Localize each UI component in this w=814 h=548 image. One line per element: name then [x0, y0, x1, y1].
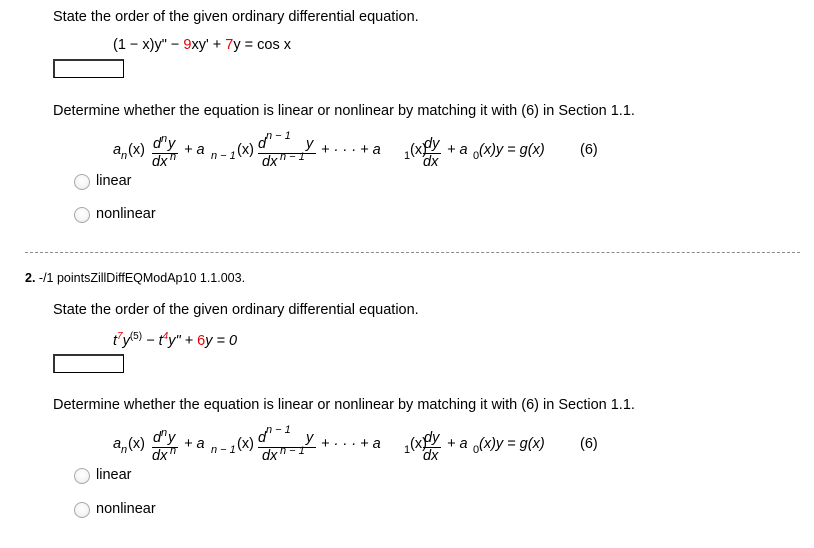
f2-a1-sub: 1	[404, 444, 411, 456]
f2-an: a	[113, 436, 122, 452]
q1-eq-coef2: 7	[225, 37, 234, 53]
f2-plus-dots: + · · · + a	[321, 436, 381, 452]
f2-num2-y: y	[306, 430, 314, 446]
q2-eq-coef: 6	[197, 332, 206, 349]
q1-linear-prompt: Determine whether the equation is linear or nonlinear by matching it with (6) in Section 1.1.	[53, 103, 635, 119]
q2-radio-linear[interactable]	[74, 468, 90, 484]
f2-num2-sup: n − 1	[266, 424, 291, 436]
q1-radio-nonlinear[interactable]	[74, 207, 90, 223]
f2-an1-sub: n − 1	[211, 444, 236, 456]
f1-plus-an1: + a	[184, 142, 205, 158]
f2-x: (x)	[128, 436, 145, 452]
f1-num-sup: n	[161, 133, 168, 145]
f1-num2-d: d	[258, 136, 267, 152]
f2-plus-an1: + a	[184, 436, 205, 452]
f2-a0-sub: 0	[473, 444, 480, 456]
f1-num3-dy: dy	[424, 136, 440, 152]
f1-plus-dots: + · · · + a	[321, 142, 381, 158]
f1-tag: (6)	[580, 142, 598, 158]
question-divider	[25, 252, 800, 253]
q2-linear-prompt: Determine whether the equation is linear or nonlinear by matching it with (6) in Section 1.1.	[53, 397, 635, 413]
f2-rhs: (x)y = g(x)	[479, 436, 545, 452]
q2-eq-t: t	[113, 332, 118, 349]
f2-den3-dx: dx	[423, 448, 439, 464]
q2-eq-t-power: 7	[117, 331, 123, 342]
q2-order-prompt: State the order of the given ordinary differential equation.	[53, 302, 419, 318]
q1-eq-part1: (1 − x)y" −	[113, 37, 184, 53]
f2-num2-d: d	[258, 430, 267, 446]
f2-num3-dy: dy	[424, 430, 440, 446]
q1-option-nonlinear-label[interactable]: nonlinear	[96, 206, 156, 222]
q2-source: ZillDiffEQModAp10 1.1.003.	[90, 271, 246, 285]
q2-option-linear-label[interactable]: linear	[96, 467, 132, 483]
f1-den-dx: dx	[152, 154, 168, 170]
f1-x2: (x)	[237, 142, 254, 158]
q1-eq-coef1: 9	[183, 37, 192, 53]
f1-num2-y: y	[306, 136, 314, 152]
f1-a1-sub: 1	[404, 150, 411, 162]
f2-num-sup: n	[161, 427, 168, 439]
q1-option-linear-label[interactable]: linear	[96, 173, 132, 189]
q1-equation	[113, 37, 291, 53]
q1-eq-part2: xy' +	[191, 37, 226, 53]
q1-order-prompt: State the order of the given ordinary differential equation.	[53, 9, 419, 25]
q2-radio-nonlinear[interactable]	[74, 502, 90, 518]
f1-an: a	[113, 142, 122, 158]
f1-x: (x)	[128, 142, 145, 158]
f1-an1-sub: n − 1	[211, 150, 236, 162]
f1-den2-sup: n − 1	[280, 151, 305, 163]
f2-den2-dx: dx	[262, 448, 278, 464]
q2-number: 2.	[25, 271, 36, 285]
q1-order-answer-input[interactable]	[53, 59, 124, 78]
f2-x2: (x)	[237, 436, 254, 452]
f2-den-sup: n	[170, 445, 177, 457]
q2-eq-mid: − t	[142, 332, 163, 349]
q2-points: -/1 points	[38, 271, 91, 285]
f1-den2-dx: dx	[262, 154, 278, 170]
f2-num-d: d	[153, 430, 162, 446]
q2-equation	[113, 331, 237, 349]
f2-tag: (6)	[580, 436, 598, 452]
f2-plus-a0: + a	[447, 436, 468, 452]
f1-num2-sup: n − 1	[266, 130, 291, 142]
f2-den-dx: dx	[152, 448, 168, 464]
f1-plus-a0: + a	[447, 142, 468, 158]
q2-header	[25, 271, 245, 285]
f1-num-y: y	[168, 136, 176, 152]
f1-den-sup: n	[170, 151, 177, 163]
q2-eq-t-power2: 4	[162, 331, 169, 342]
q2-eq-y: y	[122, 332, 130, 349]
f2-x3: (x)	[410, 436, 427, 452]
q2-eq-deriv: (5)	[129, 331, 143, 342]
f1-a0-sub: 0	[473, 150, 480, 162]
f2-den2-sup: n − 1	[280, 445, 305, 457]
q2-option-nonlinear-label[interactable]: nonlinear	[96, 501, 156, 517]
q1-eq-part3: y = cos x	[233, 37, 291, 53]
f1-den3-dx: dx	[423, 154, 439, 170]
f1-x3: (x)	[410, 142, 427, 158]
f2-num-y: y	[168, 430, 176, 446]
f1-rhs: (x)y = g(x)	[479, 142, 545, 158]
q2-order-answer-input[interactable]	[53, 354, 124, 373]
f2-an-sub: n	[121, 444, 128, 456]
q2-eq-mid2: y" +	[168, 332, 198, 349]
q1-radio-linear[interactable]	[74, 174, 90, 190]
q2-eq-end: y = 0	[205, 332, 238, 349]
f1-num-d: d	[153, 136, 162, 152]
f1-an-sub: n	[121, 150, 128, 162]
